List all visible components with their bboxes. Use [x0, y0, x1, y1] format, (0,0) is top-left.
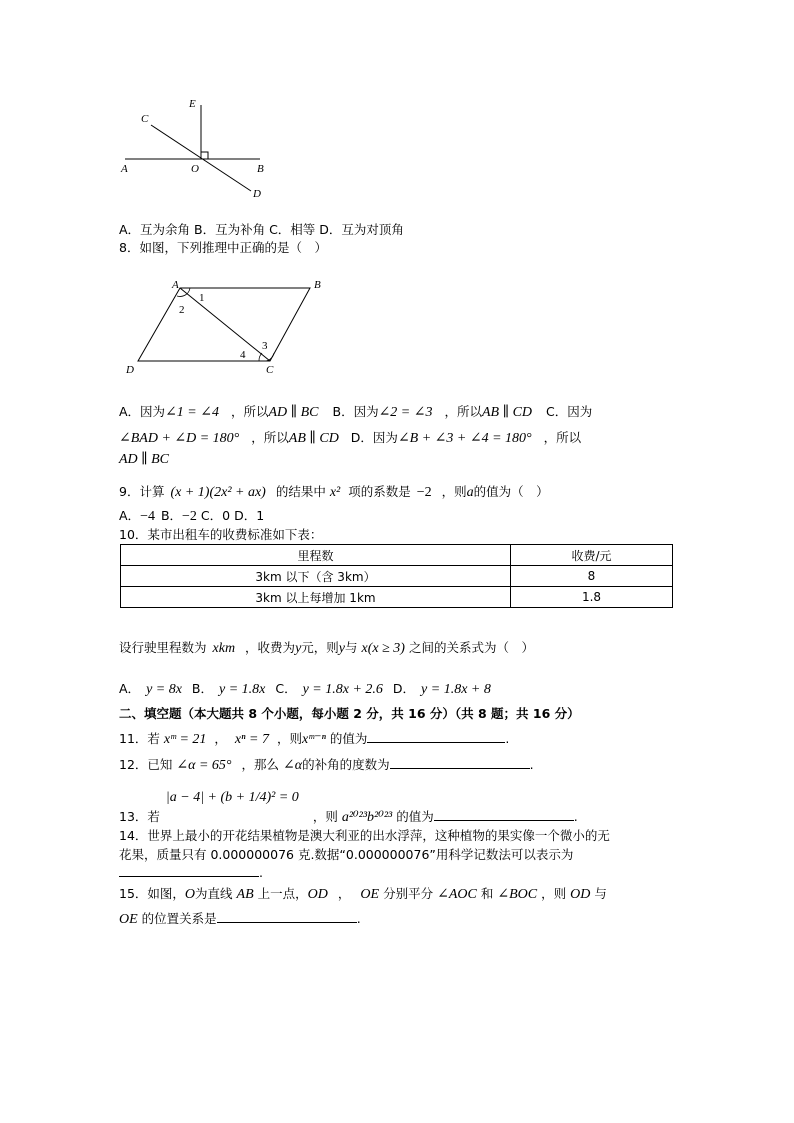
q10-var-x: xkm: [212, 641, 236, 656]
table-row: [121, 566, 673, 587]
q15-end: .: [356, 911, 361, 926]
opt-d-res: AD ∥ BC: [119, 452, 170, 467]
label-e: E: [189, 98, 196, 110]
q15-od2: OD: [570, 887, 591, 902]
q13-suffix: 的值为: [396, 809, 434, 824]
q15-t4: 分别平分: [383, 886, 434, 901]
q15-oe2: OE: [119, 912, 138, 927]
opt-c-res: AB ∥ CD: [288, 431, 339, 446]
q10-text2: ，收费为: [245, 640, 296, 655]
label-o: O: [191, 163, 199, 175]
q9-expr: (x + 1)(2x² + ax): [170, 485, 266, 500]
q11-sep: ，: [214, 731, 227, 746]
table-row: [121, 587, 673, 608]
q9-prefix: 9．计算: [119, 484, 165, 499]
q10-opt-a: y = 8x: [146, 682, 182, 697]
q10-text1: 设行驶里程数为: [119, 640, 207, 655]
q15-t2: 上一点，: [257, 886, 308, 901]
q9-var: a: [466, 485, 474, 500]
opt-a-prefix: A．因为: [119, 404, 166, 419]
q11-c2: xⁿ = 7: [234, 732, 269, 747]
q9-options: [119, 508, 264, 525]
table-cell: 3km 以上每增加 1km: [121, 587, 511, 608]
q10-text5: 之间的关系式为（ ）: [408, 640, 534, 655]
q10-opt-b-label: B．: [191, 681, 213, 696]
opt-a-cond: ∠1 = ∠4: [165, 405, 219, 420]
q15-t3: ，: [337, 886, 351, 901]
q10-y2: y: [338, 641, 346, 656]
q15-od: OD: [307, 887, 328, 902]
q13-answer-blank[interactable]: [434, 808, 574, 821]
header-distance: 里程数: [121, 545, 511, 566]
table-header-row: [121, 545, 673, 566]
q15-t7: 与: [594, 886, 607, 901]
q15-o: O: [184, 887, 196, 902]
angle-label-4: 4: [240, 349, 246, 361]
label-a: A: [121, 163, 128, 175]
q9-term: x²: [329, 485, 341, 500]
table-cell: 8: [511, 566, 673, 587]
label-d: D: [126, 364, 134, 376]
q10-text: [119, 640, 534, 657]
q10-opt-b: y = 1.8x: [219, 682, 266, 697]
q15-answer-blank[interactable]: [217, 910, 357, 923]
q11: [119, 730, 509, 748]
q10-y: y: [295, 641, 302, 656]
q15-ab: AB: [236, 887, 254, 902]
header-fee: 收费/元: [511, 545, 673, 566]
opt-c-cond: ∠BAD + ∠D = 180°: [119, 431, 240, 446]
q9-coef: −2: [416, 485, 432, 500]
opt-a-mid: ，所以: [230, 404, 269, 419]
q12-answer-blank[interactable]: [390, 756, 530, 769]
q11-c1: xᵐ = 21: [163, 732, 207, 747]
q15-t6: ，则: [541, 886, 567, 901]
q14-line3: [119, 864, 263, 881]
q9-opt-b: −2: [182, 509, 197, 524]
q12-mid: ，那么: [241, 757, 280, 772]
angle-label-3: 3: [262, 340, 268, 352]
q13-end: .: [573, 809, 578, 824]
right-angle-mark: [201, 152, 208, 159]
label-c: C: [141, 113, 149, 125]
q13-c1: |a − 4| + (b + 1/4)² = 0: [165, 790, 299, 805]
label-b: B: [314, 279, 321, 291]
q15-aoc: ∠AOC: [437, 887, 477, 902]
q10-cond: x(x ≥ 3): [361, 641, 405, 656]
q14-end: .: [259, 865, 263, 880]
figure-parallelogram: [120, 276, 335, 378]
label-b: B: [257, 163, 264, 175]
q13-expr: a²⁰²³b²⁰²³: [341, 810, 393, 825]
q12-end: .: [529, 757, 534, 772]
opt-c-prefix: C．因为: [546, 404, 593, 419]
opt-b-res: AB ∥ CD: [482, 405, 533, 420]
q15-oe: OE: [360, 887, 380, 902]
opt-d-prefix: D．因为: [350, 430, 398, 445]
q11-end: .: [505, 731, 510, 746]
q9-opt-a-label: A．: [119, 508, 141, 523]
q10-opt-c-label: C．: [275, 681, 297, 696]
figure-lines-o: [115, 95, 275, 205]
q15-t5: 和: [480, 886, 494, 901]
q13-prefix: 13．若: [119, 809, 160, 824]
q15-t1: 为直线: [195, 886, 233, 901]
q11-expr: xᵐ⁻ⁿ: [302, 732, 326, 747]
angle-label-2: 2: [179, 304, 185, 316]
q9-opt-b-label: B．: [160, 508, 183, 523]
q15-t8: 的位置关系是: [141, 911, 217, 926]
opt-b-mid: ，所以: [444, 404, 482, 419]
q10-text4: 与: [345, 640, 358, 655]
q8-options-line1: [119, 404, 592, 421]
q10-opt-d: y = 1.8x + 8: [421, 682, 491, 697]
q8-options-line2: [119, 430, 581, 447]
label-c: C: [266, 364, 274, 376]
q9-mid2: 项的系数是: [348, 484, 411, 499]
q11-mid: ，则: [277, 731, 303, 746]
fare-table: [120, 544, 673, 608]
q11-prefix: 11．若: [119, 731, 160, 746]
q8-options-line3: [119, 451, 169, 468]
opt-b-prefix: B．因为: [332, 404, 379, 419]
opt-d-cond: ∠B + ∠3 + ∠4 = 180°: [397, 431, 532, 446]
q9-suffix: 的值为（ ）: [473, 484, 549, 499]
q12-prefix: 12．已知: [119, 757, 173, 772]
q10-opt-d-label: D．: [392, 681, 416, 696]
table-cell: 1.8: [511, 587, 673, 608]
q13-mid: ，则: [312, 809, 338, 824]
q12: [119, 756, 534, 774]
q9-stem: [119, 484, 549, 501]
q12-c1: ∠α = 65°: [176, 758, 232, 773]
q9-opt-cd: C．0 D．1: [200, 508, 265, 523]
q12-angle: ∠α: [283, 758, 303, 773]
q8-stem: 8．如图，下列推理中正确的是（ ）: [119, 240, 327, 255]
parallelogram-abcd: [138, 288, 310, 361]
opt-b-cond: ∠2 = ∠3: [378, 405, 433, 420]
q10-stem: 10．某市出租车的收费标准如下表：: [119, 527, 323, 542]
q12-suffix: 的补角的度数为: [302, 757, 390, 772]
q14-line1: 14．世界上最小的开花结果植物是澳大利亚的出水浮萍，这种植物的果实像一个微小的无: [119, 828, 610, 843]
q10-text3: 元，则: [301, 640, 339, 655]
q10-opt-a-label: A．: [119, 681, 141, 696]
q15-line1: [119, 886, 607, 903]
q10-options: [119, 681, 497, 698]
q15-prefix: 15．如图，: [119, 886, 185, 901]
section-2-title: 二、填空题（本大题共 8 个小题，每小题 2 分，共 16 分）（共 8 题；共 16 分）: [119, 706, 580, 721]
angle-arc-c: [259, 353, 274, 361]
q9-opt-a: −4: [140, 509, 155, 524]
q9-mid1: 的结果中: [275, 484, 326, 499]
diagonal-ac: [180, 288, 270, 361]
table-cell: 3km 以下（含 3km）: [121, 566, 511, 587]
opt-a-res: AD ∥ BC: [268, 405, 319, 420]
q14-line2: 花果，质量只有 0.000000076 克.数据“0.000000076”用科学记数法可以表示为: [119, 847, 574, 862]
q15-line2: [119, 910, 361, 928]
opt-d-mid: ，所以: [543, 430, 582, 445]
opt-c-mid: ，所以: [251, 430, 289, 445]
q14-answer-blank[interactable]: [119, 864, 259, 877]
q15-boc: ∠BOC: [497, 887, 538, 902]
q10-opt-c: y = 1.8x + 2.6: [302, 682, 383, 697]
label-d: D: [253, 188, 261, 200]
q11-answer-blank[interactable]: [367, 730, 505, 743]
q13: [119, 790, 578, 826]
q11-suffix: 的值为: [329, 731, 368, 746]
q7-options: A．互为余角 B．互为补角 C．相等 D．互为对顶角: [119, 222, 404, 237]
label-a: A: [172, 279, 179, 291]
angle-label-1: 1: [199, 292, 205, 304]
q9-mid3: ，则: [441, 484, 467, 499]
